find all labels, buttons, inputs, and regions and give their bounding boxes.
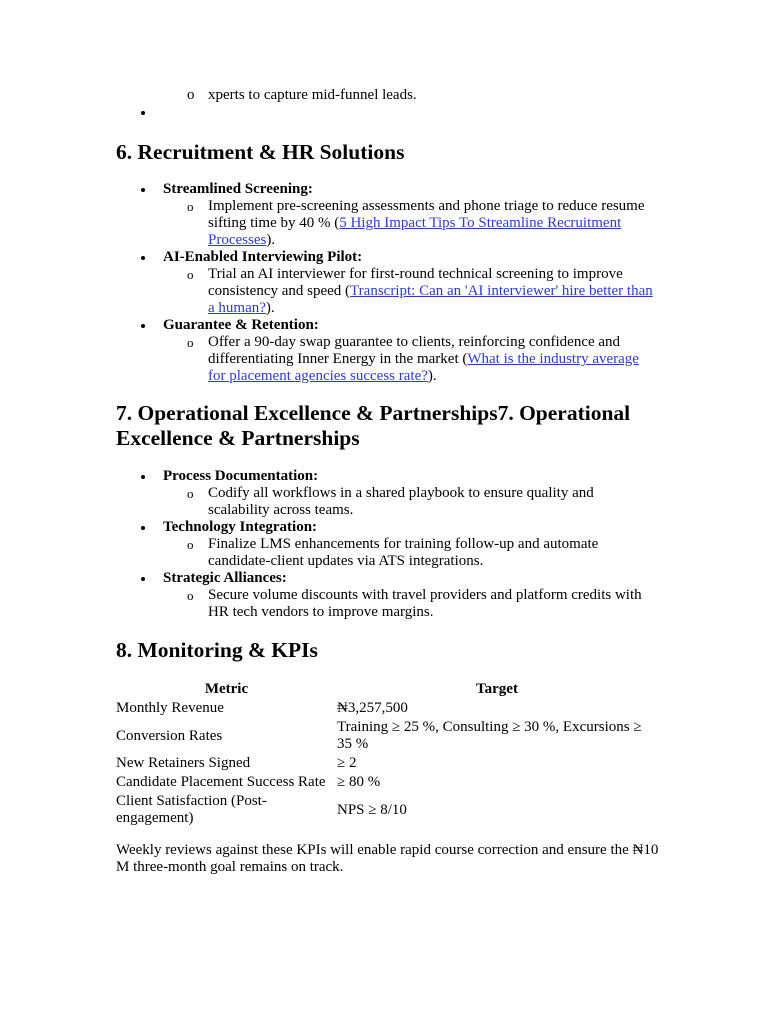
list-item xyxy=(116,468,656,519)
bullet-icon xyxy=(141,111,145,115)
metric-cell: Client Satisfaction (Post-engagement) xyxy=(116,793,267,826)
metric-cell: Monthly Revenue xyxy=(116,700,224,716)
sub-item-text: Finalize LMS enhancements for training follow-up and automate candidate-client updates via ATS integrations. xyxy=(208,536,599,569)
source-link[interactable]: Transcript: Can an 'AI interviewer' hire better than a human? xyxy=(208,283,653,316)
list-item xyxy=(116,519,656,570)
bullet-icon xyxy=(141,577,145,581)
list-item xyxy=(116,570,656,621)
metric-cell: New Retainers Signed xyxy=(116,755,251,771)
sub-item-text: Trial an AI interviewer for first-round technical screening to improve consistency and speed ( xyxy=(208,266,623,299)
carryover-list xyxy=(116,87,417,121)
circle-bullet-icon: o xyxy=(187,335,194,350)
item-label: Streamlined Screening: xyxy=(163,181,313,197)
section-heading: 7. Operational Excellence & Partnerships7. Operational Excellence & Partnerships xyxy=(116,401,631,450)
target-cell: ≥ 2 xyxy=(337,755,357,771)
circle-bullet-icon: o xyxy=(187,537,194,552)
list-item xyxy=(116,87,417,104)
item-label: AI-Enabled Interviewing Pilot: xyxy=(163,249,363,265)
table-row xyxy=(116,718,657,754)
target-cell: ₦3,257,500 xyxy=(337,700,408,716)
circle-bullet-icon: o xyxy=(187,486,194,501)
empty-bullet xyxy=(116,104,417,121)
sub-item xyxy=(116,198,656,249)
target-cell: NPS ≥ 8/10 xyxy=(337,801,407,818)
metric-cell: Candidate Placement Success Rate xyxy=(116,774,326,790)
sub-item xyxy=(116,334,656,385)
section-recruitment xyxy=(116,140,656,385)
table-header-row xyxy=(116,680,657,699)
list-item xyxy=(116,249,656,317)
bullet-icon xyxy=(141,475,145,479)
table-row xyxy=(116,792,657,828)
sub-item xyxy=(116,536,656,570)
bullet-icon xyxy=(141,256,145,260)
table-row xyxy=(116,699,657,718)
sub-item-text: Offer a 90-day swap guarantee to clients, reinforcing confidence and differentiating Inner Energy in the market ( xyxy=(208,334,621,367)
item-label: Process Documentation: xyxy=(163,468,319,484)
bullet-icon xyxy=(141,324,145,328)
closing-paragraph: Weekly reviews against these KPIs will enable rapid course correction and ensure the ₦10 M three-month goal remains on track. xyxy=(116,842,659,875)
section-kpis xyxy=(116,638,656,663)
source-link[interactable]: 5 High Impact Tips To Streamline Recruitment Processes xyxy=(208,215,622,248)
source-link[interactable]: What is the industry average for placement agencies success rate? xyxy=(208,351,639,384)
sub-item xyxy=(116,485,656,519)
table-row xyxy=(116,754,657,773)
item-label: Guarantee & Retention: xyxy=(163,317,319,333)
sub-item-text-end: ). xyxy=(265,300,275,316)
section-list xyxy=(116,181,656,385)
sub-item xyxy=(116,266,656,317)
table-row xyxy=(116,773,657,792)
sub-item xyxy=(116,587,656,621)
target-cell: Training ≥ 25 %, Consulting ≥ 30 %, Excursions ≥ 35 % xyxy=(337,719,642,752)
sub-item-text: Implement pre-screening assessments and phone triage to reduce resume sifting time by 40 % ( xyxy=(208,198,645,231)
sub-item-text-end: ). xyxy=(427,368,437,384)
circle-bullet-icon: o xyxy=(187,588,194,603)
sub-item-text-end: ). xyxy=(266,232,276,248)
item-label: Strategic Alliances: xyxy=(163,570,287,586)
circle-bullet-icon: o xyxy=(187,267,194,282)
bullet-icon xyxy=(141,188,145,192)
section-heading: 6. Recruitment & HR Solutions xyxy=(116,140,405,164)
section-list xyxy=(116,468,656,621)
column-header-metric: Metric xyxy=(204,681,249,697)
list-item xyxy=(116,317,656,385)
target-cell: ≥ 80 % xyxy=(337,774,381,790)
item-label: Technology Integration: xyxy=(163,519,318,535)
sub-item-text: Codify all workflows in a shared playbook to ensure quality and scalability across teams. xyxy=(208,485,594,518)
list-item-text: xperts to capture mid-funnel leads. xyxy=(208,87,417,103)
section-operations xyxy=(116,401,656,621)
kpi-table xyxy=(116,680,657,828)
sub-item-text: Secure volume discounts with travel providers and platform credits with HR tech vendors to improve margins. xyxy=(208,587,642,620)
list-item xyxy=(116,181,656,249)
section-heading: 8. Monitoring & KPIs xyxy=(116,638,318,662)
circle-bullet-icon: o xyxy=(187,199,194,214)
metric-cell: Conversion Rates xyxy=(116,727,223,744)
circle-bullet-icon: o xyxy=(187,87,195,103)
column-header-target: Target xyxy=(476,681,518,697)
bullet-icon xyxy=(141,526,145,530)
